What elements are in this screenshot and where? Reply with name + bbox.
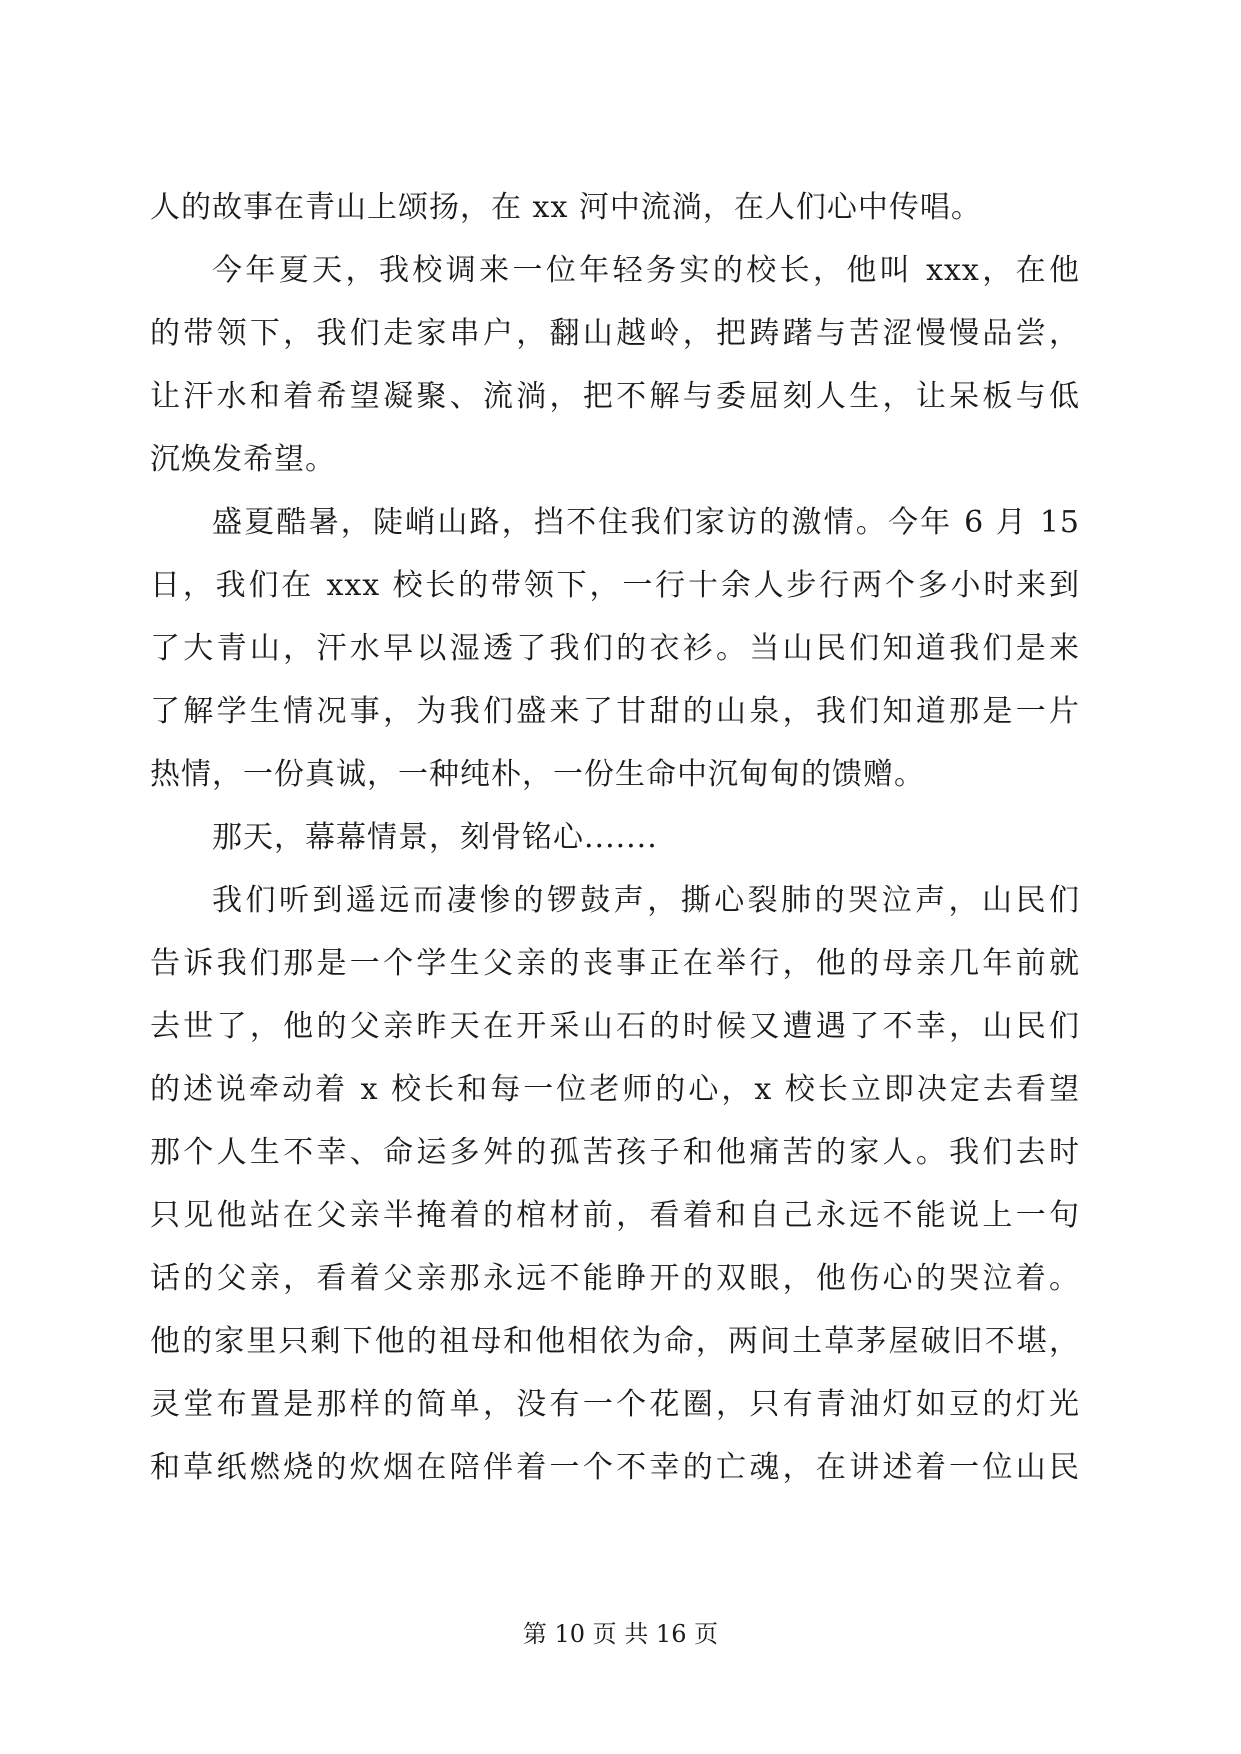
text-line: 今年夏天，我校调来一位年轻务实的校长，他叫 xxx，在他	[212, 253, 1080, 288]
text-line: 日，我们在 xxx 校长的带领下，一行十余人步行两个多小时来到	[150, 568, 1080, 603]
text-line: 的述说牵动着 x 校长和每一位老师的心，x 校长立即决定去看望	[150, 1072, 1080, 1107]
text-line: 他的家里只剩下他的祖母和他相依为命，两间土草茅屋破旧不堪，	[150, 1324, 1080, 1359]
text-line: 去世了，他的父亲昨天在开采山石的时候又遭遇了不幸，山民们	[150, 1009, 1080, 1044]
text-line: 那天，幕幕情景，刻骨铭心.......	[212, 820, 658, 855]
text-line: 我们听到遥远而凄惨的锣鼓声，撕心裂肺的哭泣声，山民们	[212, 883, 1080, 918]
text-line: 让汗水和着希望凝聚、流淌，把不解与委屈刻人生，让呆板与低	[150, 379, 1080, 414]
text-line: 那个人生不幸、命运多舛的孤苦孩子和他痛苦的家人。我们去时	[150, 1135, 1080, 1170]
text-line: 人的故事在青山上颂扬，在 xx 河中流淌，在人们心中传唱。	[150, 190, 982, 225]
text-line: 的带领下，我们走家串户，翻山越岭，把踌躇与苦涩慢慢品尝，	[150, 316, 1080, 351]
text-line: 只见他站在父亲半掩着的棺材前，看着和自己永远不能说上一句	[150, 1198, 1080, 1233]
text-line: 热情，一份真诚，一种纯朴，一份生命中沉甸甸的馈赠。	[150, 757, 925, 792]
text-line: 了解学生情况事，为我们盛来了甘甜的山泉，我们知道那是一片	[150, 694, 1080, 729]
text-line: 灵堂布置是那样的简单，没有一个花圈，只有青油灯如豆的灯光	[150, 1387, 1080, 1422]
text-line: 告诉我们那是一个学生父亲的丧事正在举行，他的母亲几年前就	[150, 946, 1080, 981]
text-line: 了大青山，汗水早以湿透了我们的衣衫。当山民们知道我们是来	[150, 631, 1080, 666]
page-number-footer: 第 10 页 共 16 页	[522, 1620, 719, 1648]
document-body	[150, 176, 1080, 1499]
text-line: 和草纸燃烧的炊烟在陪伴着一个不幸的亡魂，在讲述着一位山民	[150, 1450, 1080, 1485]
text-line: 话的父亲，看着父亲那永远不能睁开的双眼，他伤心的哭泣着。	[150, 1261, 1080, 1296]
text-line: 盛夏酷暑，陡峭山路，挡不住我们家访的激情。今年 6 月 15	[212, 505, 1080, 540]
text-line: 沉焕发希望。	[150, 442, 336, 477]
